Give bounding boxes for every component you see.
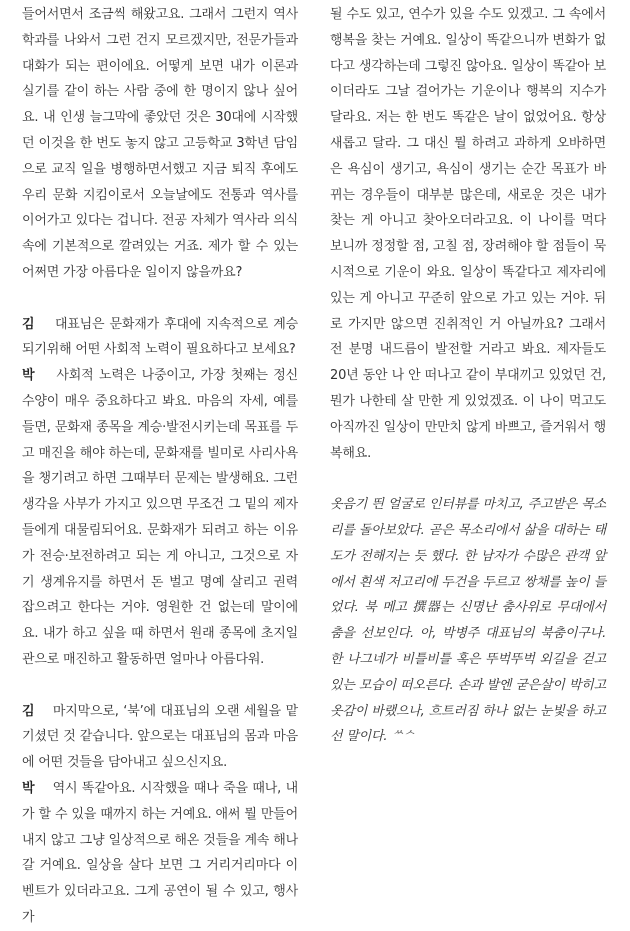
answer-1-text: 사회적 노력은 나중이고, 가장 첫째는 정신 수양이 매우 중요하다고 봐요. 마음의 자세, 예를 들면, 문화재 종목을 계승·발전시키는데 목표를 두고 매진을 해야 하는데, 문화재를 빌미로 사리사욕을 챙기려고 하면 그때부터 문제는 발생해요. 그런 생각을 사부가 가지고 있으면 무조건 그 밑의 제자들에게 대물림되어요. 문화재가 되려고 하는 이유가 전승·보전하려고 되는 게 아니고, 그것으로 자기 생계유지를 하면서 돈 벌고 명예 살리고 권력 잡으려고 한다는 거야. 영원한 건 없는데 말이에요. 내가 하고 싶을 때 하면서 원래 종목에 초지일관으로 매진하고 활동하면 얼마나 아름다워. <box>22 368 299 667</box>
answer-2-text: 역시 똑같아요. 시작했을 때나 죽을 때나, 내가 할 수 있을 때까지 하는 거예요. 애써 뭘 만들어내지 않고 그냥 일상적으로 해온 것들을 계속 해나갈 거예요. 일상을 살다 보면 그 거리거리마다 이벤트가 있더라고요. 그게 공연이 될 수 있고, 행사가 <box>22 780 299 925</box>
question-1-text: 대표님은 문화재가 후대에 지속적으로 계승되기위해 어떤 사회적 노력이 필요하다고 보세요? <box>22 316 298 358</box>
interviewee-label: 박 <box>22 780 35 796</box>
answer-2 <box>22 776 298 931</box>
closing-text: 옷음기 띈 얼굴로 인터뷰를 마치고, 주고받은 목소리를 돌아보았다. 곧은 목소리에서 삶을 대하는 태도가 전해지는 듯 했다. 한 남자가 수많은 관객 앞에서 흰색 저고리에 두건을 두르고 쌍채를 높이 들었다. 북 메고 撰器는 신명난 춤사위로 무대에서 춤을 선보인다. 아, 박병주 대표님의 북춤이구나. 한 나그네가 비틀비틀 혹은 뚜벅뚜벅 외길을 걷고 있는 모습이 떠오른다. 손과 발엔 굳은살이 박히고 옷감이 바랬으나, 흐트러짐 하나 없는 눈빛을 하고선 말이다. <box>330 497 606 745</box>
intro-paragraph: 들어서면서 조금씩 해왔고요. 그래서 그런지 역사학과를 나와서 그런 건지 모르겠지만, 전문가들과 대화가 되는 편이에요. 어떻게 보면 내가 이론과 실기를 같이 하는 사람 중에 한 명이지 않나 싶어요. 내 인생 늘그막에 좋았던 것은 30대에 시작했던 이것을 한 번도 놓지 않고 고등학교 3학년 담임으로 교직 일을 병행하면서했고 지금 퇴직 후에도 우리 문화 지킴이로서 오늘날에도 전통과 역사를 이어가고 있다는 겁니다. 전공 자체가 역사라 의식 속에 기본적으로 깔려있는 거죠. 제가 할 수 있는 어쩌면 가장 아름다운 일이지 않을까요? <box>22 7 298 280</box>
interviewee-label: 박 <box>22 368 35 384</box>
question-2 <box>22 699 298 776</box>
spacer <box>22 673 298 699</box>
question-1 <box>22 312 298 364</box>
left-column <box>22 2 298 931</box>
question-2-text: 마지막으로, ‘북’에 대표님의 오랜 세월을 맡기셨던 것 같습니다. 앞으로는 대표님의 몸과 마음에 어떤 것들을 담아내고 싶으신지요. <box>22 703 298 771</box>
answer-2-continuation: 될 수도 있고, 연수가 있을 수도 있겠고. 그 속에서 행복을 찾는 거예요. 일상이 똑같으니까 변화가 없다고 생각하는데 그렇진 않아요. 일상이 똑같아 보이더라도 그날 걸어가는 기운이나 행복의 지수가 달라요. 저는 한 번도 똑같은 날이 없었어요. 항상 새롭고 달라. 그 대신 뭘 하려고 과하게 오바하면은 욕심이 생기고, 욕심이 생기는 순간 목표가 바뀌는 경우들이 대부분 많은데, 새로운 것은 내가 찾는 게 아니고 찾아오더라고요. 이 나이를 먹다 보니까 정정할 점, 고칠 점, 장려해야 할 점들이 묵시적으로 기운이 와요. 일상이 똑같다고 제자리에 있는 게 아니고 꾸준히 앞으로 가고 있는 거야. 뒤로 가지만 않으면 진취적인 거 아닐까요? 그래서 전 분명 내드름이 발전할 거라고 봐요. 제자들도 20년 동안 나 안 떠나고 같이 부대끼고 있었던 건, 뭔가 나한테 살 만한 게 있었겠죠. 이 나이 먹고도 아직까진 일상이 만만치 않게 바쁘고, 즐거워서 행복해요. <box>330 7 606 461</box>
closing-paragraph <box>330 492 606 750</box>
interviewer-label: 김 <box>22 316 35 332</box>
interviewer-label: 김 <box>22 703 35 719</box>
author-signature: ᄊᄉ <box>391 729 415 744</box>
right-column <box>330 2 606 776</box>
answer-1 <box>22 363 298 673</box>
